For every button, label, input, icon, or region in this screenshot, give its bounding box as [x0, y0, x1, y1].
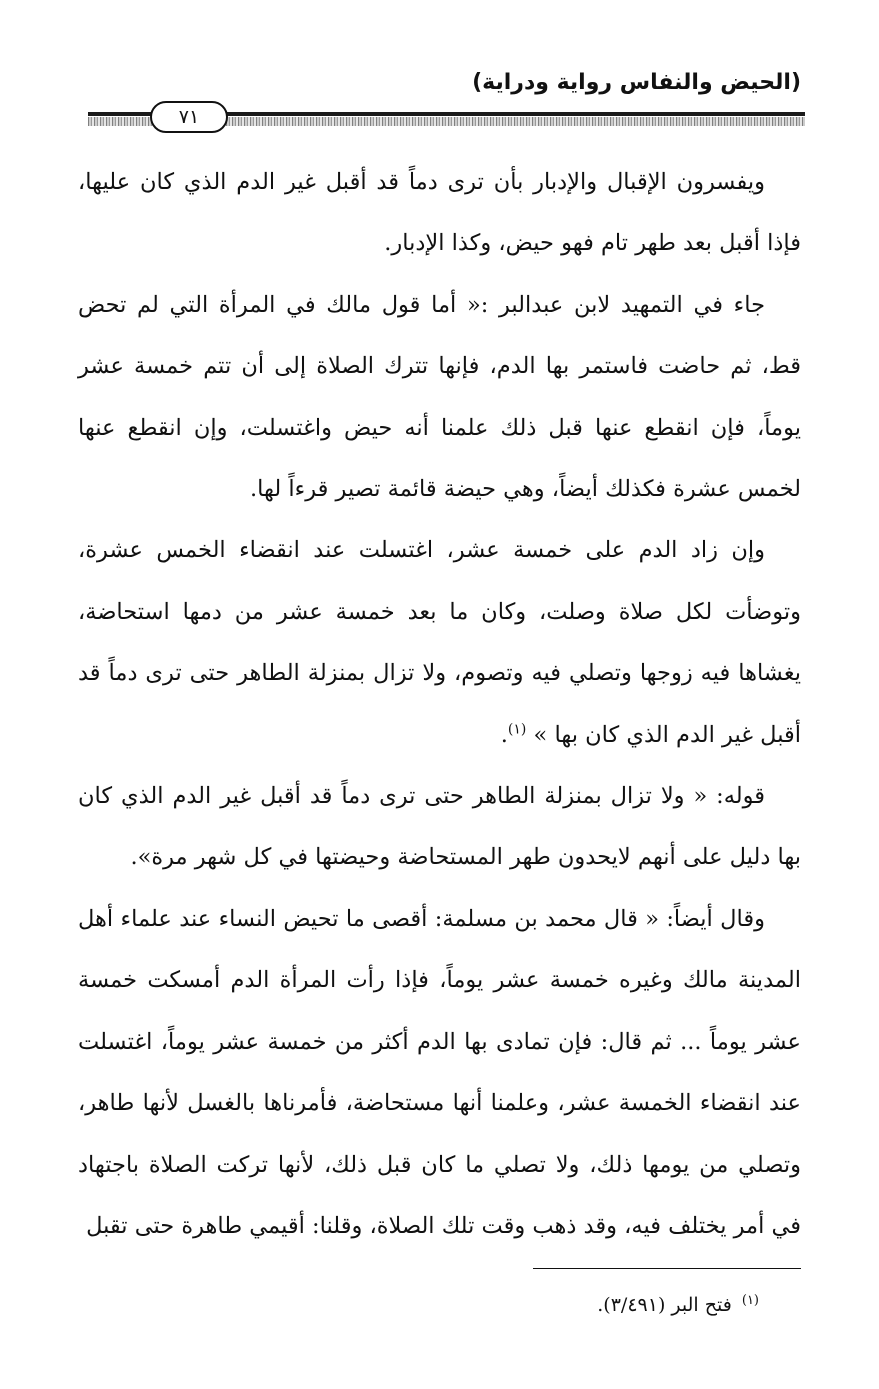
- footnote-reference[interactable]: (١): [507, 721, 527, 738]
- paragraph-1: ويفسرون الإقبال والإدبار بأن ترى دماً قد أقبل غير الدم الذي كان عليها، فإذا أقبل بعد طهر تام فهو حيض، وكذا الإدبار.: [78, 169, 801, 257]
- paragraph-2: جاء في التمهيد لابن عبدالبر :« أما قول مالك في المرأة التي لم تحض قط، ثم حاضت فاستمر بها الدم، فإنها تترك الصلاة إلى أن تتم خمسة عشر يوماً، فإن انقطع عنها قبل ذلك علمنا أنه حيض واغتسلت، وإن انقطع عنها لخمس عشرة فكذلك أيضاً، وهي حيضة قائمة تصير قرءاً لها.: [78, 291, 801, 503]
- footnote-separator: [533, 1268, 801, 1269]
- paragraph-3-period: .: [500, 721, 508, 748]
- running-title: (الحيض والنفاس رواية ودراية): [472, 70, 801, 95]
- footnote-marker: (١): [741, 1292, 759, 1308]
- paragraph-3-text: وإن زاد الدم على خمسة عشر، اغتسلت عند انقضاء الخمس عشرة، وتوضأت لكل صلاة وصلت، وكان ما بعد خمسة عشر من دمها استحاضة، يغشاها فيه زوجها وتصلي فيه وتصوم، ولا تزال بمنزلة الطاهر حتى ترى دماً قد أقبل غير الدم الذي كان بها »: [78, 537, 801, 748]
- page-number: ٧١: [150, 101, 228, 133]
- footnote-1: [597, 1290, 759, 1320]
- body-text: [78, 152, 801, 1257]
- paragraph-4: قوله: « ولا تزال بمنزلة الطاهر حتى ترى دماً قد أقبل غير الدم الذي كان بها دليل على أنهم لايحدون طهر المستحاضة وحيضتها في كل شهر مرة».: [78, 783, 801, 871]
- paragraph-5: وقال أيضاً: « قال محمد بن مسلمة: أقصى ما تحيض النساء عند علماء أهل المدينة مالك وغيره خمسة عشر يوماً، فإذا رأت المرأة الدم أمسكت خمسة عشر يوماً ... ثم قال: فإن تمادى بها الدم أكثر من خمسة عشر يوماً، اغتسلت عند انقضاء الخمسة عشر، وعلمنا أنها مستحاضة، فأمرناها بالغسل لأنها طاهر، وتصلي من يومها ذلك، ولا تصلي ما كان قبل ذلك، لأنها تركت الصلاة باجتهاد في أمر يختلف فيه، وقد ذهب وقت تلك الصلاة، وقلنا: أقيمي طاهرة حتى تقبل: [78, 905, 801, 1239]
- paragraph-3: [78, 520, 801, 766]
- footnote-text: فتح البر (٣/٤٩١).: [597, 1294, 732, 1316]
